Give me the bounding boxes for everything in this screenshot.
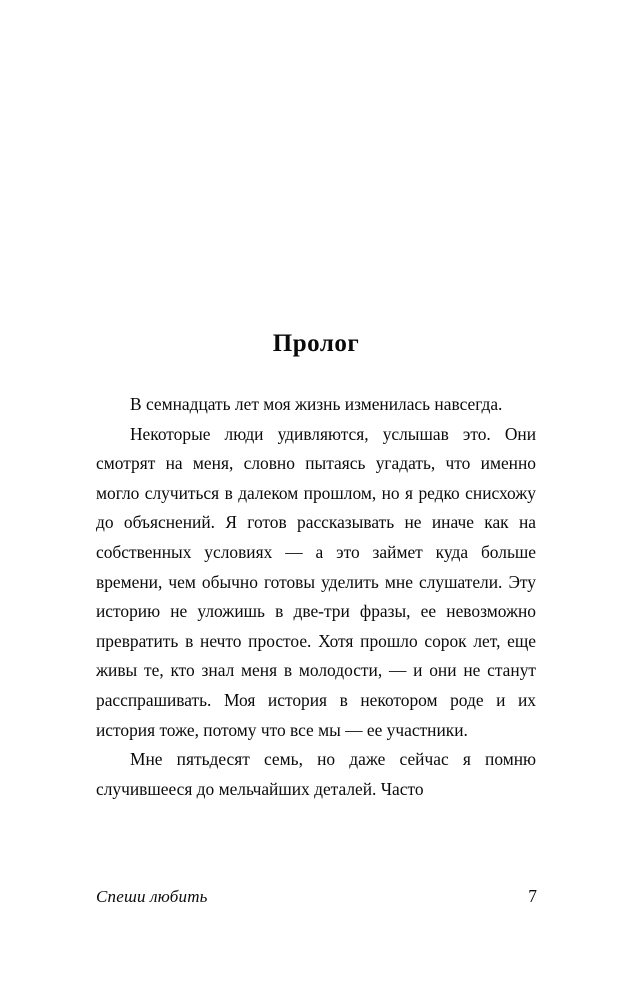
page-content [96,330,536,804]
paragraph: Мне пятьдесят семь, но даже сейчас я помню случившееся до мельчайших деталей. Часто [96,749,536,799]
footer-page-number: 7 [528,886,537,906]
paragraph: Некоторые люди удивляются, услышав это. Они смотрят на меня, словно пытаясь угадать, что именно могло случиться в далеком прошлом, но я редко снисхожу до объяснений. Я готов рассказывать не иначе как на собственных условиях — а это займет куда больше времени, чем обычно готовы уделить мне слушатели. Эту историю не уложишь в две-три фразы, ее невозможно превратить в нечто простое. Хотя прошло сорок лет, еще живы те, кто знал меня в молодости, — и они не станут расспрашивать. Моя история в некотором роде и их история тоже, потому что все мы — ее участники. [96,423,536,740]
paragraph: В семнадцать лет моя жизнь изменилась навсегда. [130,394,503,414]
chapter-title: Пролог [272,330,360,357]
page-footer [96,886,537,910]
footer-book-title: Спеши любить [96,887,208,906]
